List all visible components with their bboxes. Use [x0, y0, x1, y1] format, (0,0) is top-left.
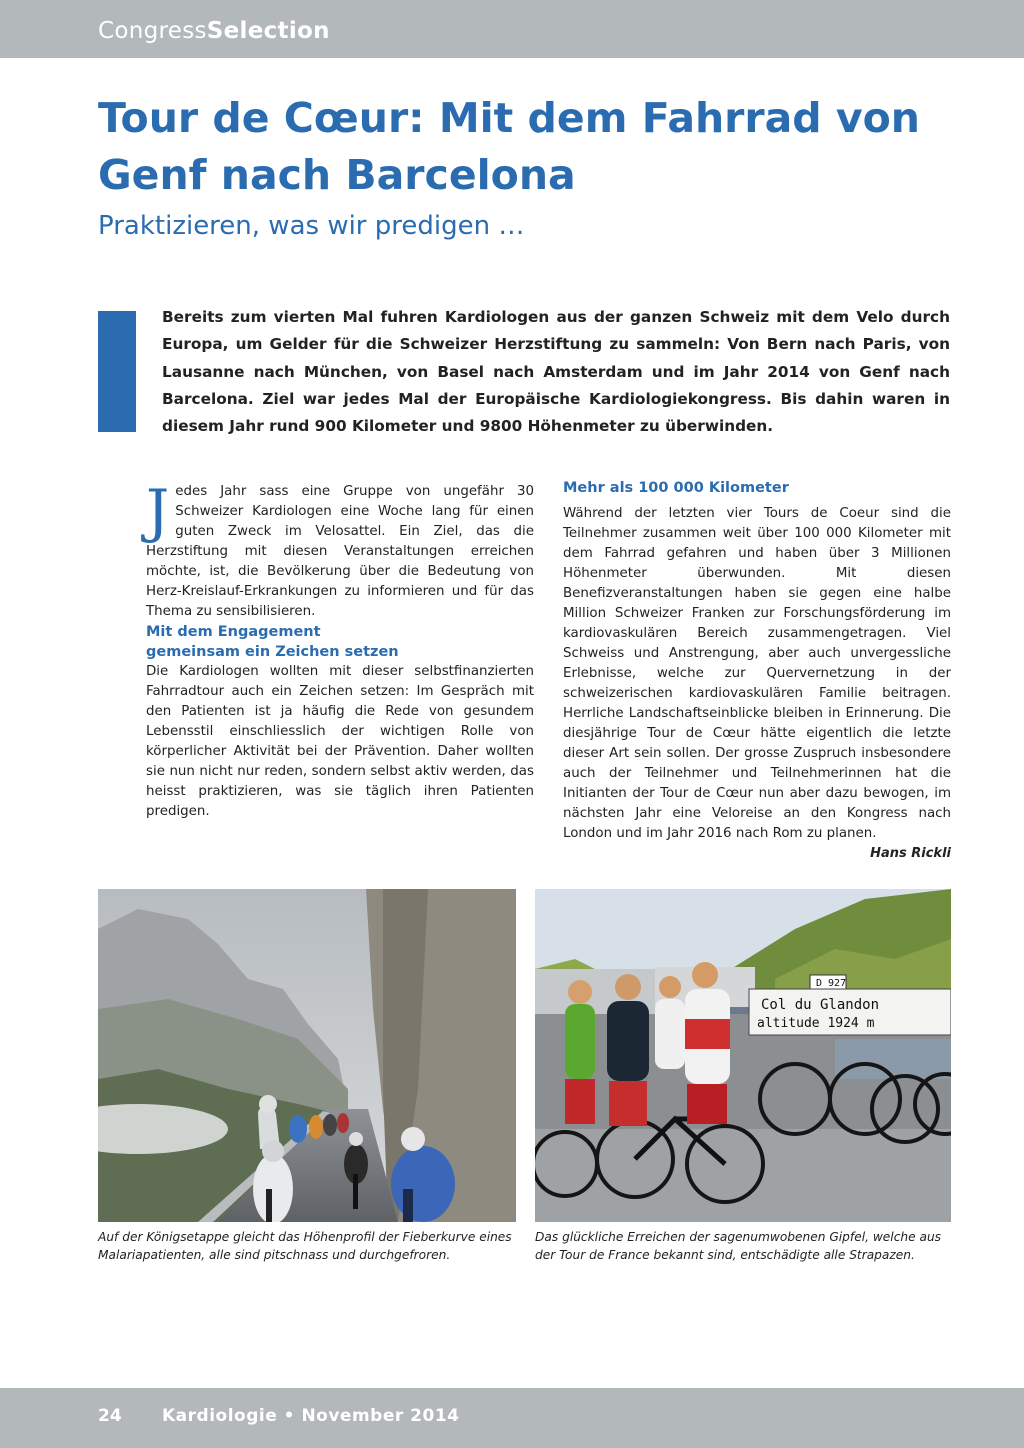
sign-road-number: D 927: [816, 978, 847, 989]
paragraph-intro: [146, 477, 534, 622]
subheading-line-2: gemeinsam ein Zeichen setzen: [146, 644, 399, 660]
column-left: [146, 477, 534, 822]
footer-bar: [0, 1388, 1024, 1448]
photo-col-du-glandon: [535, 889, 951, 1222]
sign-line-2: altitude 1924 m: [757, 1016, 875, 1031]
photo-rainy-climb: [98, 889, 516, 1222]
lead-accent-bar: [98, 311, 136, 432]
author-name: Hans Rickli: [870, 846, 951, 861]
caption-right: Das glückliche Erreichen der sagenumwobenen Gipfel, welche aus der Tour de France bekannt sind, entschädigte alle Strapazen.: [535, 1230, 942, 1262]
journal-name: Kardiologie • November 2014: [162, 1406, 460, 1426]
subheading-line-1: Mit dem Engagement: [146, 624, 321, 640]
page-number: 24: [98, 1406, 122, 1426]
caption-left: Auf der Königsetappe gleicht das Höhenprofil der Fieberkurve eines Malariapatienten, alle sind pitschnass und durchgefroren.: [98, 1230, 512, 1262]
drop-cap: J: [146, 477, 170, 545]
brand-light: Congress: [98, 18, 207, 44]
subheading-engagement: [146, 622, 534, 662]
paragraph-kilometers: Während der letzten vier Tours de Coeur sind die Teilnehmer zusammen weit über 100 000 Kilometer mit dem Fahrrad gefahren und haben über 3 Millionen Höhenmeter überwunden. Mit diesen Benefizveranstaltungen haben sie gegen eine halbe Million Schweizer Franken zur Forschungsförderung im kardiovaskulären Bereich zusammengetragen. Viel Schweiss und Anstrengung, aber auch unvergessliche Erlebnisse, welche zur Quervernetzung in der schweizerischen kardiovaskulären Familie beitragen. Herrliche Landschaftseinblicke bleiben in Erinnerung. Die diesjährige Tour de Cœur hätte eigentlich die letzte dieser Art sein sollen. Der grosse Zuspruch insbesondere auch der Teilnehmer und Teilnehmerinnen hat die Initianten der Tour de Cœur nun aber dazu bewogen, im nächsten Jahr eine Veloreise an den Kongress nach London und im Jahr 2016 nach Rom zu planen.: [563, 506, 951, 841]
brand-bold: Selection: [206, 18, 330, 44]
column-right: [563, 478, 951, 864]
sign-line-1: Col du Glandon: [761, 997, 880, 1013]
article-title: Tour de Cœur: Mit dem Fahrrad von Genf nach Barcelona: [98, 94, 920, 199]
brand-logo: [98, 18, 330, 44]
paragraph-engagement: Die Kardiologen wollten mit dieser selbstfinanzierten Fahrradtour auch ein Zeichen setzen: Im Gespräch mit den Patienten ist ja häufig die Rede von gesundem Lebensstil einschliesslich der wichtigen Rolle von körperlicher Aktivität bei der Prävention. Daher wollten sie nun nicht nur reden, sondern selbst aktiv werden, das heisst praktizieren, was sie täglich ihren Patienten predigen.: [146, 664, 534, 819]
article-subtitle: Praktizieren, was wir predigen …: [98, 211, 525, 241]
header-bar: [0, 0, 1024, 58]
subheading-kilometers: Mehr als 100 000 Kilometer: [563, 480, 789, 496]
lead-paragraph: Bereits zum vierten Mal fuhren Kardiologen aus der ganzen Schweiz mit dem Velo durch Europa, um Gelder für die Schweizer Herzstiftung zu sammeln: Von Bern nach Paris, von Lausanne nach München, von Basel nach Amsterdam und im Jahr 2014 von Genf nach Barcelona. Ziel war jedes Mal der Europäische Kardiologiekongress. Bis dahin waren in diesem Jahr rund 900 Kilometer und 9800 Höhenmeter zu überwinden.: [162, 308, 950, 436]
intro-text: edes Jahr sass eine Gruppe von ungefähr 30 Schweizer Kardiologen eine Woche lang für einen guten Zweck im Velosattel. Ein Ziel, das die Herzstiftung mit diesen Veranstaltungen erreichen möchte, ist, die Bevölkerung über die Bedeutung von Herz-Kreislauf-Erkrankungen zu informieren und für das Thema zu sensibilisieren.: [146, 484, 534, 619]
